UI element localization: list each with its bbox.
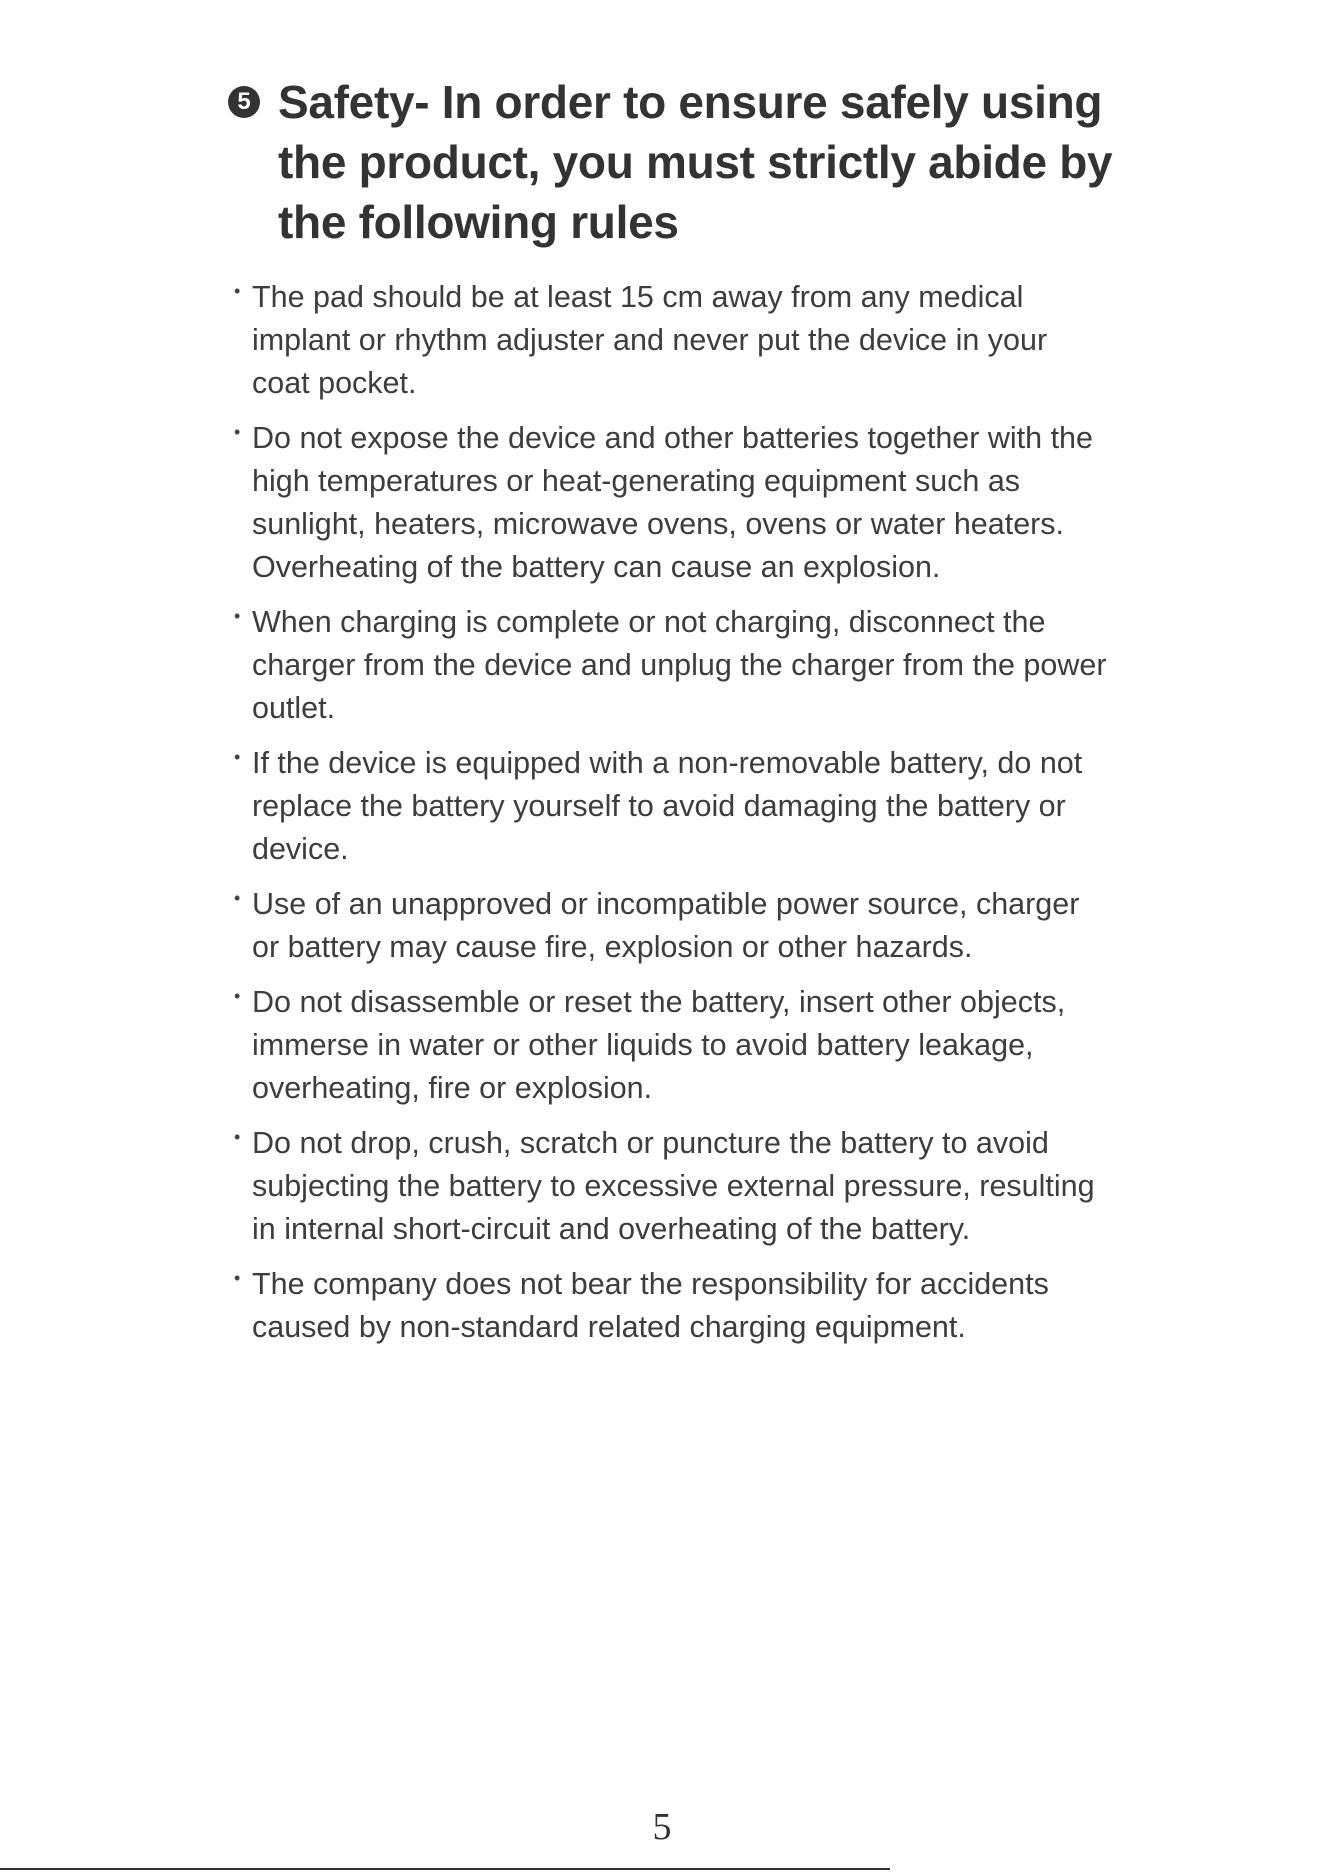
safety-rule: [228, 1122, 1108, 1251]
rule-text: When charging is complete or not charging, disconnect the charger from the device and unplug the charger from the power outlet.: [252, 605, 1107, 725]
bullet-icon: •: [234, 606, 241, 626]
safety-rule: [228, 276, 1108, 405]
safety-rule: [228, 1263, 1108, 1349]
rule-text: Do not expose the device and other batteries together with the high temperatures or heat-generating equipment such as sunlight, heaters, microwave ovens, ovens or water heaters. Overheating of the battery can cause an explosion.: [252, 421, 1093, 584]
bullet-icon: •: [234, 1127, 241, 1147]
rule-text: The company does not bear the responsibility for accidents caused by non-standard related charging equipment.: [252, 1267, 1049, 1344]
safety-rule: [228, 742, 1108, 871]
safety-rule: [228, 883, 1108, 969]
safety-rule: [228, 981, 1108, 1110]
rule-text: If the device is equipped with a non-removable battery, do not replace the battery yourself to avoid damaging the battery or device.: [252, 746, 1083, 866]
bullet-icon: •: [234, 888, 241, 908]
section-title: Safety- In order to ensure safely using the product, you must strictly abide by the following rules: [278, 76, 1113, 248]
bullet-icon: •: [234, 986, 241, 1006]
bullet-icon: •: [234, 1268, 241, 1288]
rule-text: Do not drop, crush, scratch or puncture the battery to avoid subjecting the battery to excessive external pressure, resulting in internal short-circuit and overheating of the battery.: [252, 1126, 1095, 1246]
rule-text: The pad should be at least 15 cm away from any medical implant or rhythm adjuster and never put the device in your coat pocket.: [252, 280, 1048, 400]
rule-text: Do not disassemble or reset the battery, insert other objects, immerse in water or other liquids to avoid battery leakage, overheating, fire or explosion.: [252, 985, 1066, 1105]
safety-rules-list: [228, 276, 1108, 1361]
bottom-divider: [0, 1868, 890, 1870]
rule-text: Use of an unapproved or incompatible power source, charger or battery may cause fire, explosion or other hazards.: [252, 887, 1080, 964]
bullet-icon: •: [234, 747, 241, 767]
safety-rule: [228, 417, 1108, 589]
section-number-badge: 5: [228, 86, 260, 118]
bullet-icon: •: [234, 422, 241, 442]
bullet-icon: •: [234, 281, 241, 301]
safety-rule: [228, 601, 1108, 730]
page-number: 5: [652, 1806, 672, 1848]
section-heading: [228, 72, 1128, 252]
